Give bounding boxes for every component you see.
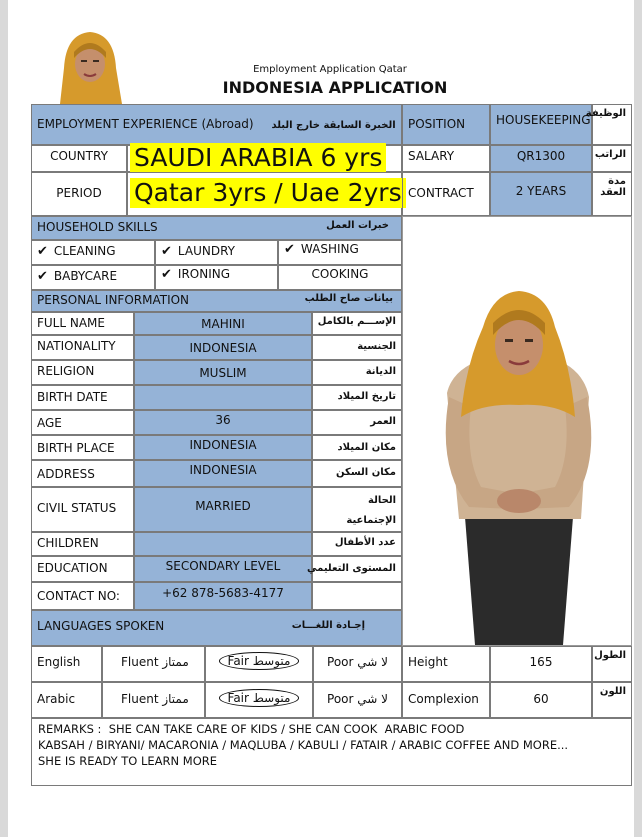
language-poor: Poor لا شي	[313, 682, 402, 718]
remarks-line-1: REMARKS : SHE CAN TAKE CARE OF KIDS / SHE CAN COOK ARABIC FOOD	[38, 722, 465, 736]
attr-label: Height	[402, 646, 490, 682]
period-value-cell	[127, 172, 402, 216]
check-icon: ✔	[161, 244, 172, 259]
birth-date-label: BIRTH DATE	[31, 385, 134, 410]
address-label: ADDRESS	[31, 460, 134, 487]
skill-laundry: ✔ LAUNDRY	[155, 240, 278, 265]
country-value: SAUDI ARABIA 6 yrs	[130, 143, 386, 173]
page-edge-left	[0, 0, 8, 837]
position-ar: الوظيفة	[592, 104, 632, 145]
period-value: Qatar 3yrs / Uae 2yrs	[130, 178, 406, 208]
contact-label: CONTACT NO:	[31, 582, 134, 610]
language-name: Arabic	[31, 682, 102, 718]
skill-ironing: ✔ IRONING	[155, 265, 278, 290]
age-label: AGE	[31, 410, 134, 435]
salary-ar: الراتب	[592, 145, 632, 172]
nationality-label: NATIONALITY	[31, 335, 134, 360]
religion-ar: الديانة	[312, 360, 402, 385]
address-ar: مكان السكن	[312, 460, 402, 487]
fair-selected-oval: Fair متوسط	[219, 689, 300, 707]
period-label: PERIOD	[31, 172, 127, 216]
age-ar: العمر	[312, 410, 402, 435]
full-name-value: MAHINI	[134, 312, 312, 335]
contract-value: 2 YEARS	[490, 172, 592, 216]
skill-washing: ✔ WASHING	[278, 240, 402, 265]
applicant-photo-large	[403, 217, 631, 645]
check-icon: ✔	[37, 244, 48, 259]
civil-status-label: CIVIL STATUS	[31, 487, 134, 532]
attr-value: 60	[490, 682, 592, 718]
education-value: SECONDARY LEVEL	[134, 556, 312, 582]
salary-value: QR1300	[490, 145, 592, 172]
education-ar: المستوى التعليمي	[312, 556, 402, 582]
language-poor: Poor لا شي	[313, 646, 402, 682]
attr-value: 165	[490, 646, 592, 682]
languages-label	[31, 610, 402, 646]
address-value: INDONESIA	[134, 460, 312, 487]
skills-label-ar: خبرات العمل	[326, 220, 389, 231]
remarks-box	[31, 718, 632, 786]
language-fair	[205, 682, 313, 718]
fair-selected-oval: Fair متوسط	[219, 652, 300, 670]
civil-status-value: MARRIED	[134, 487, 312, 532]
skill-cleaning: ✔ CLEANING	[31, 240, 155, 265]
skills-label	[31, 216, 402, 240]
personal-label-ar: بيانات صاح الطلب	[304, 293, 393, 304]
check-icon: ✔	[161, 267, 172, 282]
attr-label: Complexion	[402, 682, 490, 718]
position-label: POSITION	[402, 104, 490, 145]
applicant-photo-frame	[402, 216, 632, 646]
skill-babycare: ✔ BABYCARE	[31, 265, 155, 290]
experience-label-en: EMPLOYMENT EXPERIENCE (Abroad)	[37, 117, 254, 131]
language-fair	[205, 646, 313, 682]
remarks-line-3: SHE IS READY TO LEARN MORE	[38, 754, 217, 768]
languages-label-en: LANGUAGES SPOKEN	[37, 619, 165, 633]
country-value-cell	[127, 145, 402, 172]
language-fluent: Fluent ممتاز	[102, 646, 205, 682]
salary-label: SALARY	[402, 145, 490, 172]
children-value	[134, 532, 312, 556]
page-edge-right	[634, 0, 642, 837]
religion-value: MUSLIM	[134, 360, 312, 385]
birth-date-ar: تاريخ الميلاد	[312, 385, 402, 410]
skill-cooking: COOKING	[278, 265, 402, 290]
contact-ar	[312, 582, 402, 610]
contract-ar: مدة العقد	[592, 172, 632, 216]
full-name-ar: الإســـم بالكامل	[312, 312, 402, 335]
birth-place-label: BIRTH PLACE	[31, 435, 134, 460]
personal-label	[31, 290, 402, 312]
language-name: English	[31, 646, 102, 682]
birth-date-value	[134, 385, 312, 410]
nationality-ar: الجنسية	[312, 335, 402, 360]
languages-label-ar: إجـادة اللغـــات	[291, 620, 365, 631]
applicant-photo-small	[50, 28, 130, 104]
remarks-line-2: KABSAH / BIRYANI/ MACARONIA / MAQLUBA / KABULI / FATAIR / ARABIC COFFEE AND MORE...	[38, 738, 569, 752]
country-label: COUNTRY	[31, 145, 127, 172]
birth-place-value: INDONESIA	[134, 435, 312, 460]
check-icon: ✔	[37, 269, 48, 284]
education-label: EDUCATION	[31, 556, 134, 582]
page-title: INDONESIA APPLICATION	[222, 78, 448, 97]
age-value: 36	[134, 410, 312, 435]
personal-label-en: PERSONAL INFORMATION	[37, 293, 190, 307]
contract-label: CONTRACT	[402, 172, 490, 216]
contact-value: +62 878-5683-4177	[134, 582, 312, 610]
skills-label-en: HOUSEHOLD SKILLS	[37, 220, 158, 234]
nationality-value: INDONESIA	[134, 335, 312, 360]
birth-place-ar: مكان الميلاد	[312, 435, 402, 460]
children-ar: عدد الأطفال	[312, 532, 402, 556]
check-icon: ✔	[284, 242, 295, 257]
children-label: CHILDREN	[31, 532, 134, 556]
attr-ar: اللون	[592, 682, 632, 718]
language-fluent: Fluent ممتاز	[102, 682, 205, 718]
experience-label-ar: الخبرة السابقة خارج البلد	[271, 120, 396, 131]
header-subtitle: Employment Application Qatar	[253, 64, 407, 75]
religion-label: RELIGION	[31, 360, 134, 385]
attr-ar: الطول	[592, 646, 632, 682]
civil-status-ar: الحالة الإجتماعية	[312, 487, 402, 532]
position-value: HOUSEKEEPING	[490, 104, 592, 145]
experience-label	[31, 104, 402, 145]
full-name-label: FULL NAME	[31, 312, 134, 335]
